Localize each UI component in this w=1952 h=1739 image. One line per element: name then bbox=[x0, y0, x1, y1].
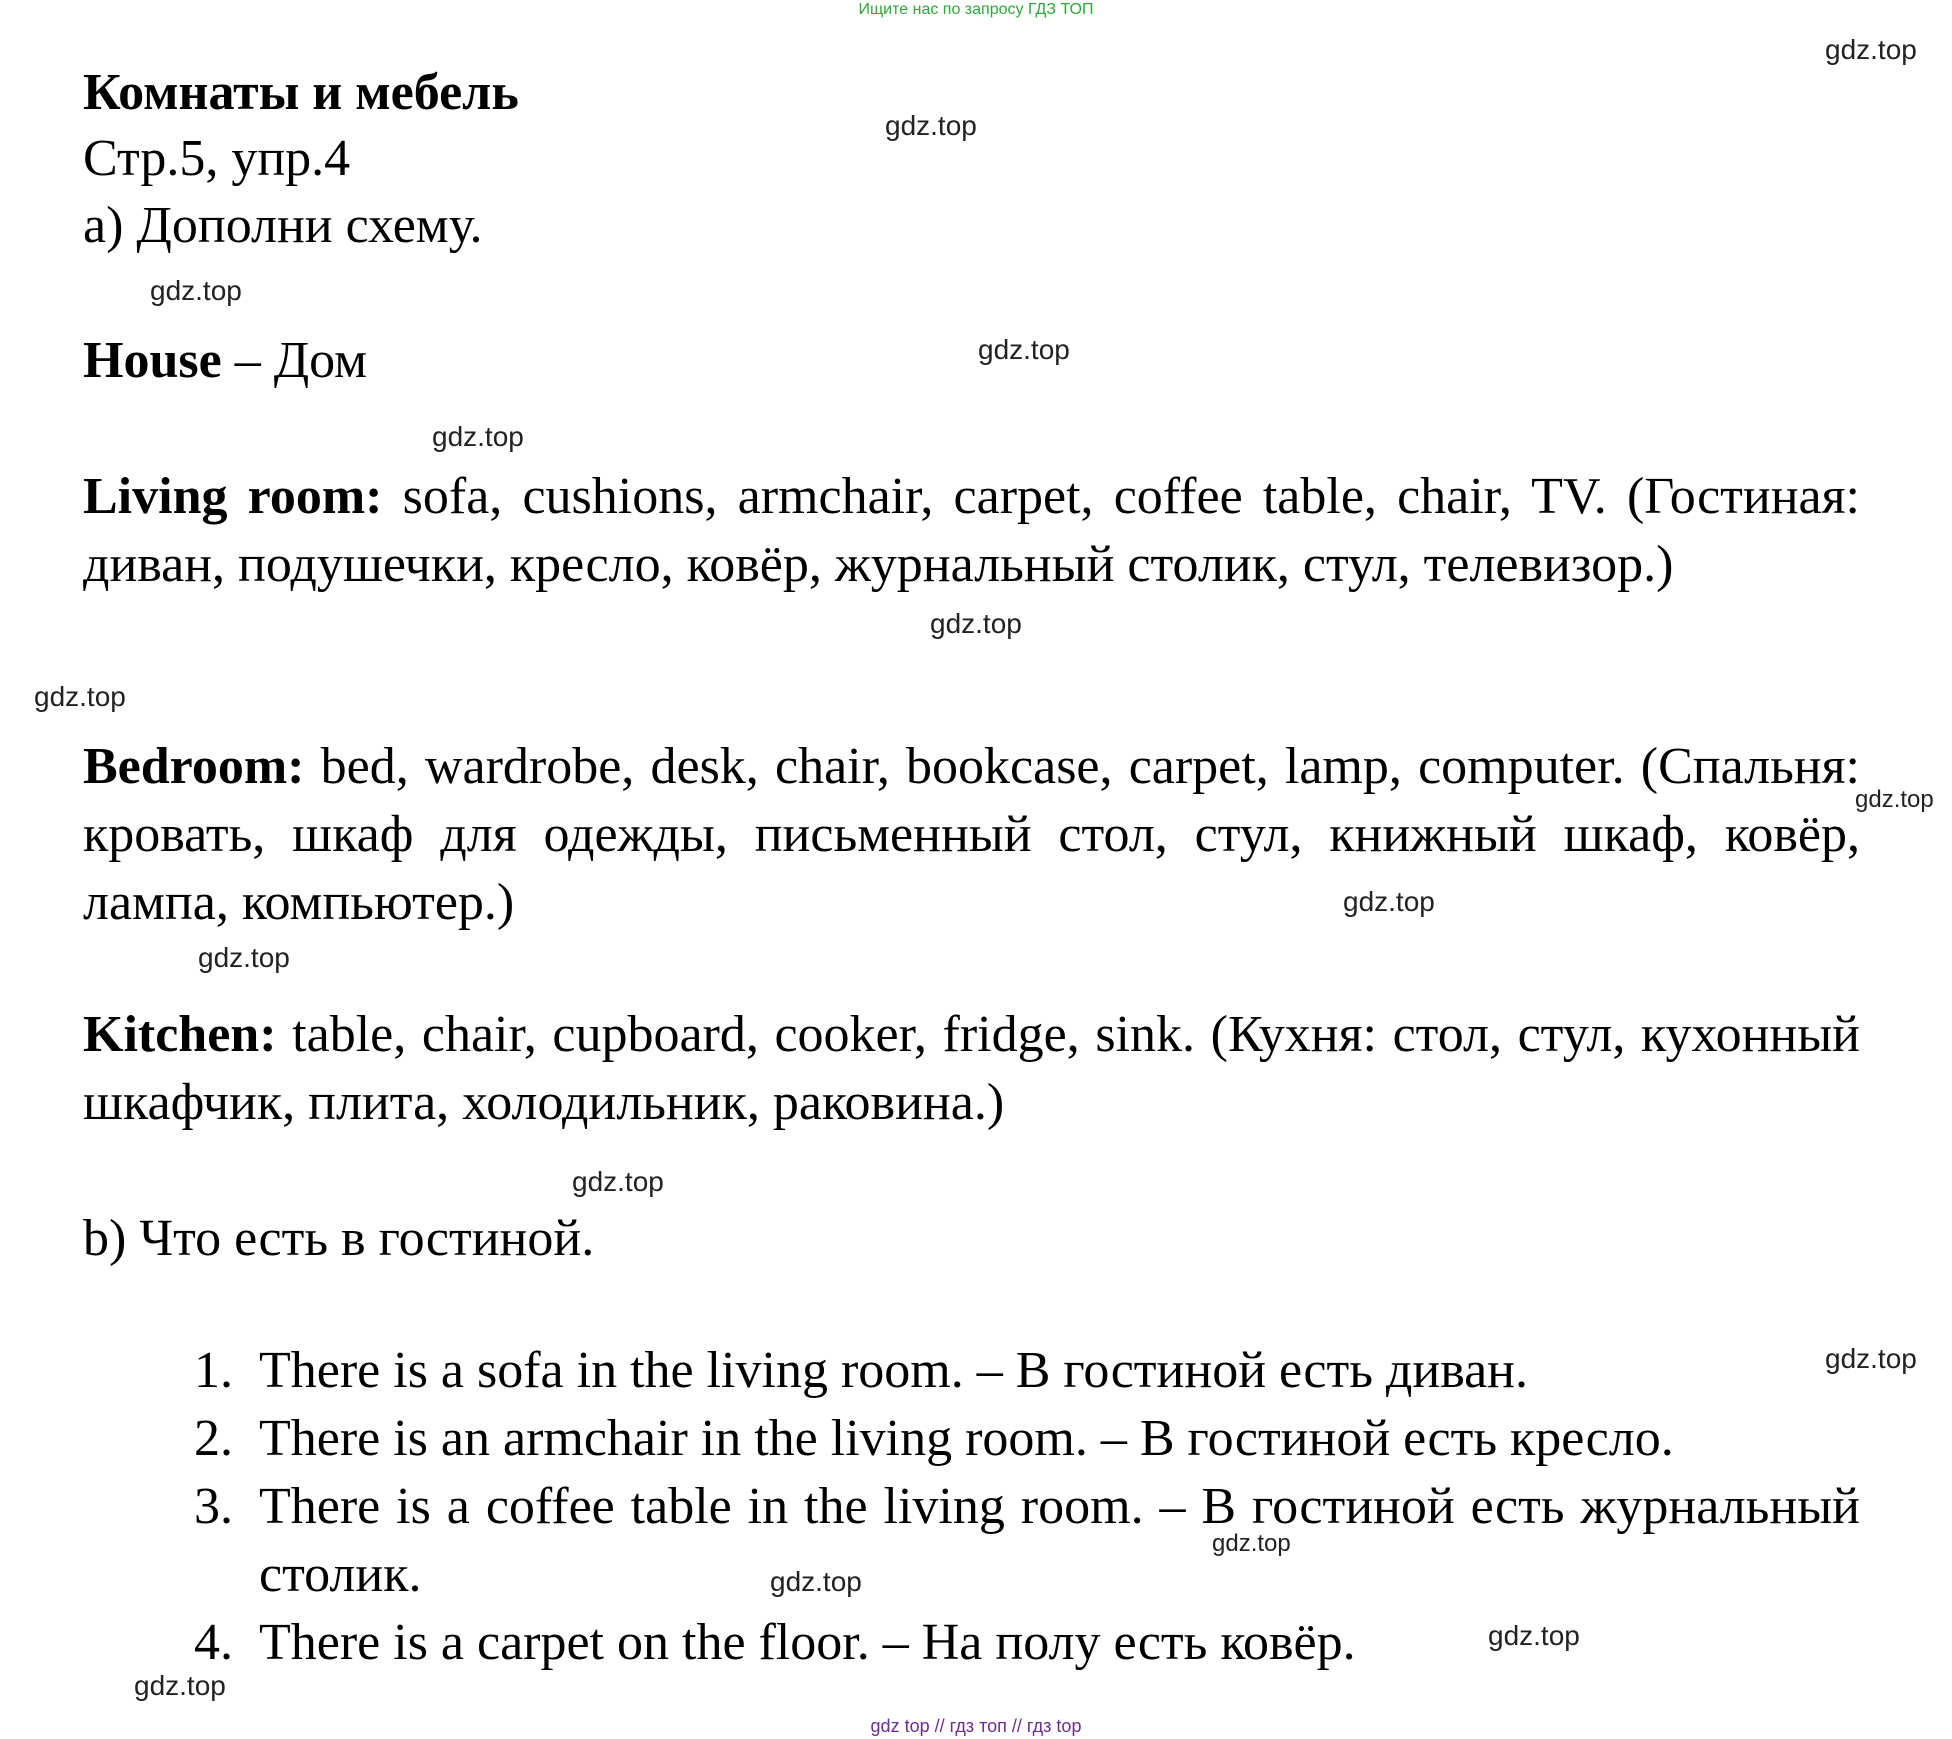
watermark: gdz.top bbox=[770, 1566, 862, 1597]
section-term: Bedroom: bbox=[83, 738, 305, 795]
watermark: gdz.top bbox=[1488, 1620, 1580, 1651]
list-item bbox=[155, 1609, 1860, 1677]
task-a-heading: а) Дополни схему. bbox=[83, 197, 483, 254]
section-text: bed, wardrobe, desk, chair, bookcase, carpet, lamp, computer. (Спальня: кровать, шкаф для одежды, письменный стол, стул, книжный шкаф, ковёр, лампа, компьютер.) bbox=[83, 738, 1860, 931]
section-text: table, chair, cupboard, cooker, fridge, sink. (Кухня: стол, стул, кухонный шкафчик, плита, холодильник, раковина.) bbox=[83, 1006, 1860, 1131]
section-kitchen bbox=[83, 1001, 1860, 1137]
page-reference: Стр.5, упр.4 bbox=[83, 130, 351, 187]
section-term: Kitchen: bbox=[83, 1006, 277, 1063]
list-item-number: 2. bbox=[194, 1410, 233, 1467]
task-b-heading: b) Что есть в гостиной. bbox=[83, 1210, 595, 1267]
watermark: gdz.top bbox=[1855, 786, 1934, 813]
list-item bbox=[155, 1405, 1860, 1473]
watermark: gdz.top bbox=[134, 1670, 226, 1701]
watermark: gdz.top bbox=[150, 275, 242, 306]
watermark: gdz.top bbox=[572, 1166, 664, 1197]
section-term: Living room: bbox=[83, 468, 383, 525]
list-item-text: There is a carpet on the floor. – На полу есть ковёр. bbox=[259, 1614, 1356, 1671]
list-item-text: There is an armchair in the living room. – В гостиной есть кресло. bbox=[259, 1410, 1674, 1467]
page-title: Комнаты и мебель bbox=[83, 64, 519, 121]
list-item-text: There is a coffee table in the living room. – В гостиной есть журнальный столик. bbox=[259, 1478, 1860, 1603]
list-item-number: 1. bbox=[194, 1342, 233, 1399]
list-item bbox=[155, 1337, 1860, 1405]
top-banner: Ищите нас по запросу ГДЗ ТОП bbox=[858, 1, 1094, 18]
section-living-room bbox=[83, 463, 1860, 599]
watermark: gdz.top bbox=[885, 110, 977, 141]
watermark: gdz.top bbox=[1212, 1530, 1291, 1557]
house-translation: – Дом bbox=[221, 332, 368, 389]
house-term: House bbox=[83, 332, 222, 389]
list-item bbox=[155, 1473, 1860, 1609]
watermark: gdz.top bbox=[1825, 1343, 1917, 1374]
list-item-text: There is a sofa in the living room. – В гостиной есть диван. bbox=[259, 1342, 1528, 1399]
watermark: gdz.top bbox=[1825, 34, 1917, 65]
watermark: gdz.top bbox=[1343, 886, 1435, 917]
list-item-number: 4. bbox=[194, 1614, 233, 1671]
watermark: gdz.top bbox=[34, 681, 126, 712]
section-text: sofa, cushions, armchair, carpet, coffee table, chair, TV. (Гостиная: диван, подушечки, кресло, ковёр, журнальный столик, стул, телевизор.) bbox=[83, 468, 1860, 593]
watermark: gdz.top bbox=[978, 334, 1070, 365]
list-item-number: 3. bbox=[194, 1478, 233, 1535]
watermark: gdz.top bbox=[930, 608, 1022, 639]
watermark: gdz.top bbox=[432, 421, 524, 452]
section-bedroom bbox=[83, 733, 1860, 937]
house-heading bbox=[83, 330, 367, 392]
answer-list bbox=[155, 1337, 1860, 1677]
footer-watermark: gdz top // гдз топ // гдз top bbox=[870, 1716, 1082, 1736]
watermark: gdz.top bbox=[198, 942, 290, 973]
